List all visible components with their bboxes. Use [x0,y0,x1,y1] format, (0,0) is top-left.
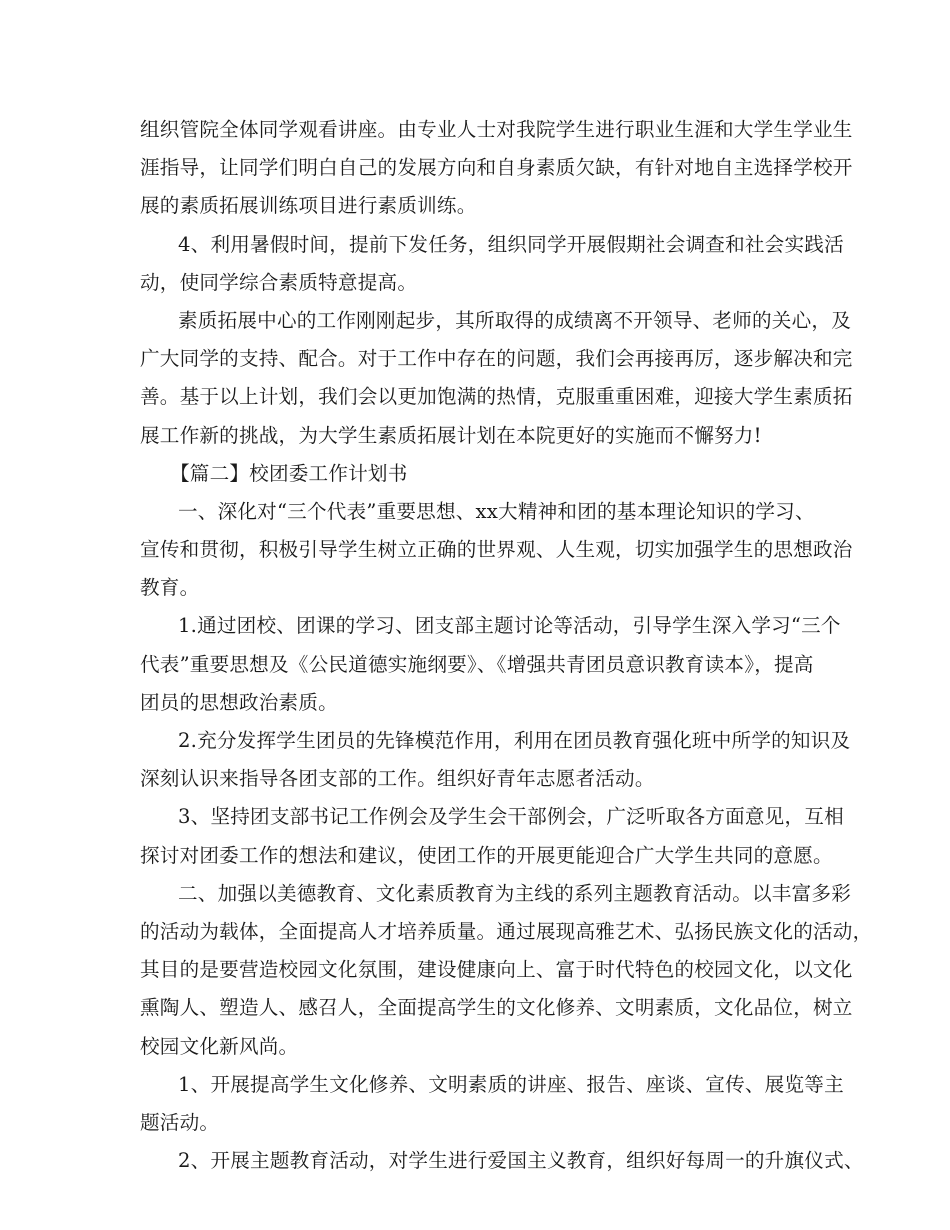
text-line: 探讨对团委工作的想法和建议，使团工作的开展更能迎合广大学生共同的意愿。 [140,843,833,867]
text-line: 涯指导，让同学们明白自己的发展方向和自身素质欠缺，有针对地自主选择学校开 [140,156,853,180]
text-line: 的活动为载体，全面提高人才培养质量。通过展现高雅艺术、弘扬民族文化的活动， [140,919,873,943]
text-line: 3、坚持团支部书记工作例会及学生会干部例会，广泛听取各方面意见，互相 [178,805,844,829]
text-line: 广大同学的支持、配合。对于工作中存在的问题，我们会再接再厉，逐步解决和完 [140,347,853,371]
text-line: 善。基于以上计划，我们会以更加饱满的热情，克服重重困难，迎接大学生素质拓 [140,385,853,409]
text-line: 1、开展提高学生文化修养、文明素质的讲座、报告、座谈、宣传、展览等主 [178,1072,844,1096]
text-line: 素质拓展中心的工作刚刚起步，其所取得的成绩离不开领导、老师的关心，及 [178,308,851,332]
text-line: 代表”重要思想及《公民道德实施纲要》、《增强共青团员意识教育读本》，提高 [140,652,814,676]
text-line: 4、利用暑假时间，提前下发任务，组织同学开展假期社会调查和社会实践活 [178,232,844,256]
text-line: 团员的思想政治素质。 [140,690,338,714]
text-line: 一、深化对“三个代表”重要思想、xx大精神和团的基本理论知识的学习、 [178,499,815,523]
text-line: 2.充分发挥学生团员的先锋模范作用，利用在团员教育强化班中所学的知识及 [178,729,851,752]
text-line: 组织管院全体同学观看讲座。由专业人士对我院学生进行职业生涯和大学生学业生 [140,118,853,141]
text-line: 熏陶人、塑造人、感召人，全面提高学生的文化修养、文明素质，文化品位，树立 [140,996,853,1020]
text-line: 题活动。 [140,1110,220,1134]
text-line: 深刻认识来指导各团支部的工作。组织好青年志愿者活动。 [140,767,655,791]
text-line: 2、开展主题教育活动，对学生进行爱国主义教育，组织好每周一的升旗仪式、 [178,1149,864,1173]
document-body [140,111,873,1180]
text-line: 1.通过团校、团课的学习、团支部主题讨论等活动，引导学生深入学习“三个 [178,614,841,638]
text-line: 动，使同学综合素质特意提高。 [140,270,418,294]
text-line: 展工作新的挑战，为大学生素质拓展计划在本院更好的实施而不懈努力! [140,423,762,447]
text-line: 其目的是要营造校园文化氛围，建设健康向上、富于时代特色的校园文化，以文化 [140,958,853,982]
text-line: 教育。 [140,576,200,600]
text-line: 展的素质拓展训练项目进行素质训练。 [140,194,477,218]
text-line: 二、加强以美德教育、文化素质教育为主线的系列主题教育活动。以丰富多彩 [178,881,851,905]
text-line: 校园文化新风尚。 [140,1034,299,1058]
section-heading: 【篇二】校团委工作计划书 [170,461,408,485]
text-line: 宣传和贯彻，积极引导学生树立正确的世界观、人生观，切实加强学生的思想政治 [140,538,853,562]
